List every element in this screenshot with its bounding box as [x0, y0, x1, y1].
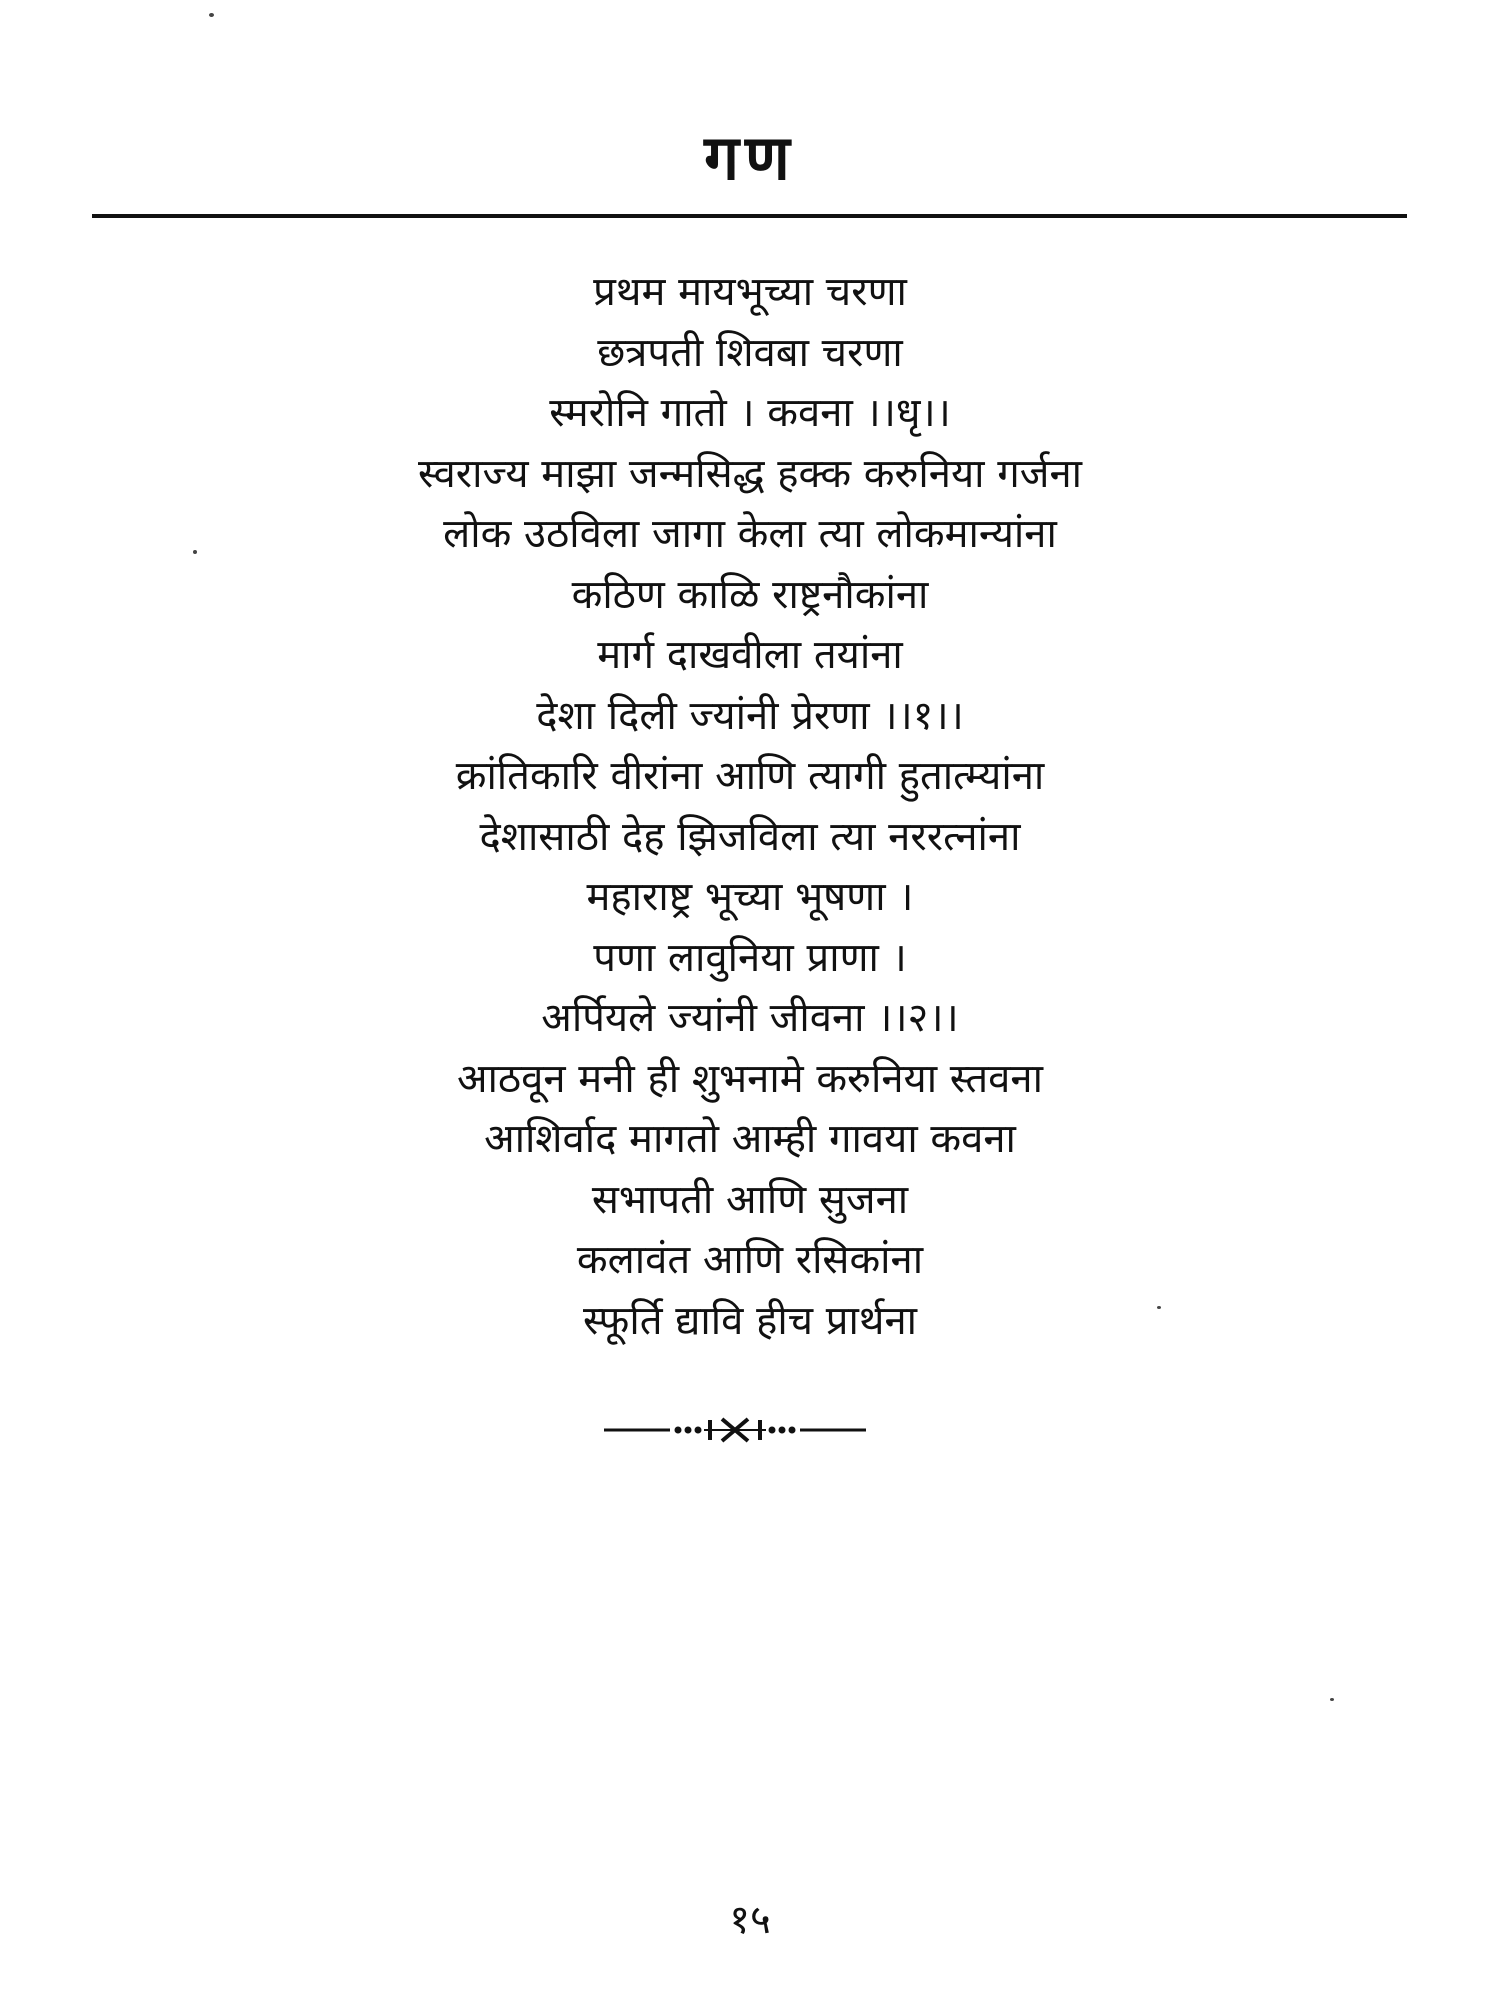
poem-line: कलावंत आणि रसिकांना: [576, 1237, 924, 1283]
poem-line: महाराष्ट्र भूच्या भूषणा ।: [586, 874, 914, 920]
poem: [0, 262, 1500, 1351]
poem-line: देशा दिली ज्यांनी प्रेरणा ।।१।।: [536, 692, 964, 739]
page-title: गण: [704, 121, 796, 194]
poem-line: आशिर्वाद मागतो आम्ही गावया कवना: [484, 1116, 1016, 1162]
poem-line: कठिण काळि राष्ट्रनौकांना: [571, 571, 929, 618]
poem-line: अर्पियले ज्यांनी जीवना ।।२।।: [541, 995, 959, 1041]
print-speck: [209, 13, 214, 17]
poem-line: मार्ग दाखवीला तयांना: [597, 632, 903, 678]
title-divider: [92, 214, 1407, 218]
poem-line: सभापती आणि सुजना: [591, 1176, 909, 1223]
page-number: १५: [729, 1897, 771, 1943]
poem-line: स्फूर्ति द्यावि हीच प्रार्थना: [582, 1297, 918, 1344]
print-speck: [1330, 1698, 1334, 1701]
poem-line: छत्रपती शिवबा चरणा: [597, 329, 903, 376]
poem-line: स्मरोनि गातो । कवना ।।धृ।।: [549, 390, 951, 436]
poem-line: प्रथम मायभूच्या चरणा: [593, 269, 907, 315]
poem-line: क्रांतिकारि वीरांना आणि त्यागी हुतात्म्यांना: [455, 753, 1045, 799]
poem-line: देशासाठी देह झिजविला त्या नररत्नांना: [479, 813, 1021, 860]
ornament-divider-icon: [600, 1410, 870, 1450]
poem-line: स्वराज्य माझा जन्मसिद्ध हक्क करुनिया गर्जना: [417, 450, 1082, 497]
poem-line: पणा लावुनिया प्राणा ।: [593, 934, 907, 981]
poem-line: लोक उठविला जागा केला त्या लोकमान्यांना: [443, 511, 1057, 557]
poem-line: आठवून मनी ही शुभनामे करुनिया स्तवना: [457, 1055, 1043, 1102]
